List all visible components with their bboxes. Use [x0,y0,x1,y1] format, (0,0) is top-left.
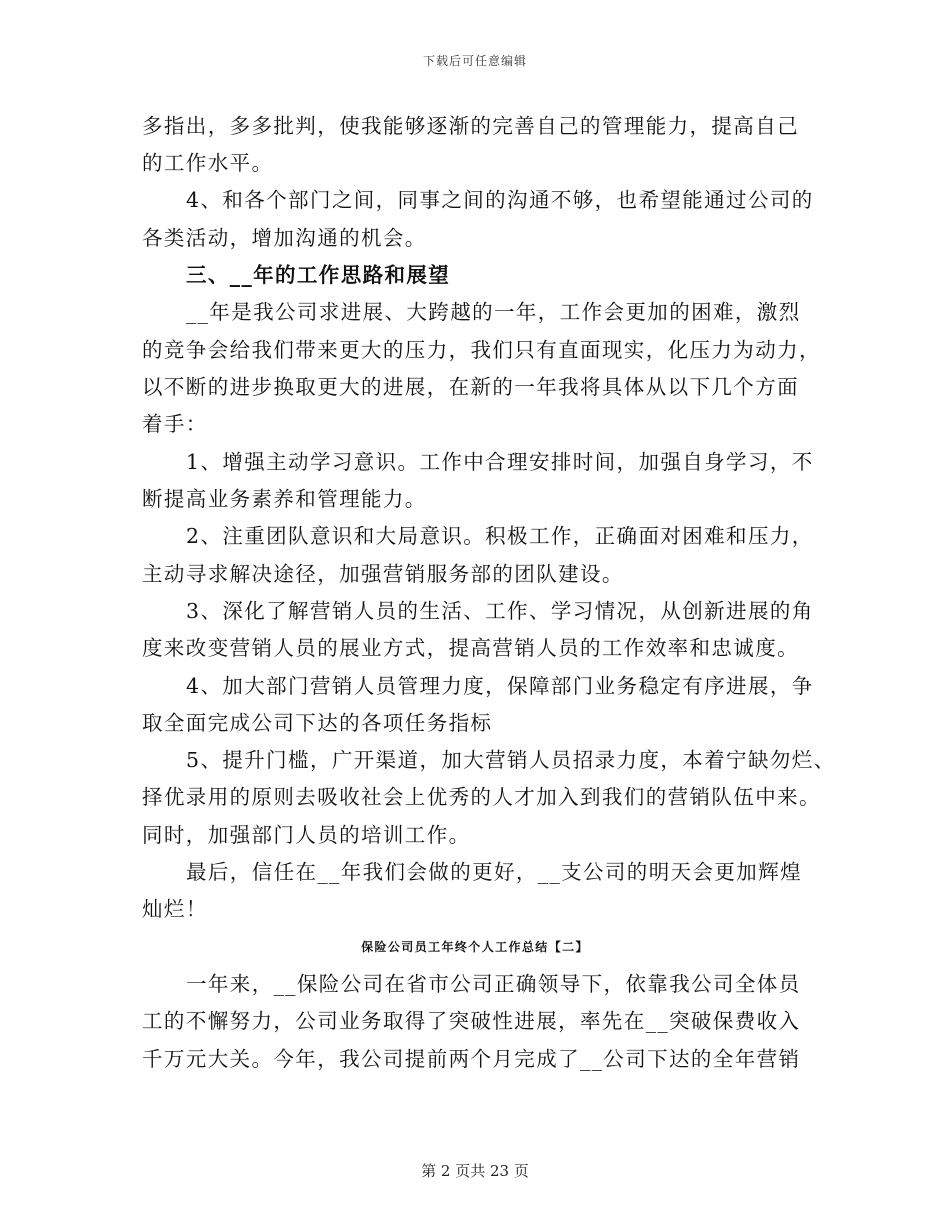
paragraph-line: 千万元大关。今年，我公司提前两个月完成了__公司下达的全年营销 [142,1047,801,1071]
section-heading: 三、__年的工作思路和展望 [186,263,451,287]
paragraph-line: 3、深化了解营销人员的生活、工作、学习情况，从创新进展的角 [186,599,814,623]
document-title: 保险公司员工年终个人工作总结【二】 [361,940,589,954]
paragraph-line: 工的不懈努力，公司业务取得了突破性进展，率先在__突破保费收入 [142,1009,801,1033]
paragraph-line: 断提高业务素养和管理能力。 [142,487,427,511]
paragraph-line: 最后，信任在__年我们会做的更好，__支公司的明天会更加辉煌 [186,860,802,884]
paragraph-line: 4、加大部门营销人员管理力度，保障部门业务稳定有序进展，争 [186,674,814,698]
paragraph-line: 择优录用的原则去吸收社会上优秀的人才加入到我们的营销队伍中来。 [142,785,821,809]
paragraph-line: 的工作水平。 [142,151,274,175]
paragraph-line: 以不断的进步换取更大的进展，在新的一年我将具体从以下几个方面 [142,375,799,399]
paragraph-line: 同时，加强部门人员的培训工作。 [142,823,471,847]
paragraph-line: __年是我公司求进展、大跨越的一年，工作会更加的困难，激烈 [186,300,801,324]
paragraph-line: 一年来，__保险公司在省市公司正确领导下，依靠我公司全体员 [186,972,801,996]
paragraph-line: 度来改变营销人员的展业方式，提高营销人员的工作效率和忠诚度。 [142,636,799,660]
page-number: 第 2 页共 23 页 [421,1162,529,1180]
paragraph-line: 2、注重团队意识和大局意识。积极工作，正确面对困难和压力， [186,524,814,548]
paragraph-line: 5、提升门槛，广开渠道，加大营销人员招录力度，本着宁缺勿烂、 [186,748,836,772]
paragraph-line: 4、和各个部门之间，同事之间的沟通不够，也希望能通过公司的 [186,188,814,212]
paragraph-line: 各类活动，增加沟通的机会。 [142,226,427,250]
paragraph-line: 灿烂！ [142,897,208,921]
paragraph-line: 多指出，多多批判，使我能够逐渐的完善自己的管理能力，提高自己 [142,114,799,138]
page-header: 下载后可任意编辑 [422,54,527,68]
paragraph-line: 的竞争会给我们带来更大的压力，我们只有直面现实，化压力为动力， [142,338,821,362]
paragraph-line: 着手： [142,412,208,436]
paragraph-line: 取全面完成公司下达的各项任务指标 [142,711,493,735]
paragraph-line: 1、增强主动学习意识。工作中合理安排时间，加强自身学习，不 [186,450,814,474]
paragraph-line: 主动寻求解决途径，加强营销服务部的团队建设。 [142,562,624,586]
